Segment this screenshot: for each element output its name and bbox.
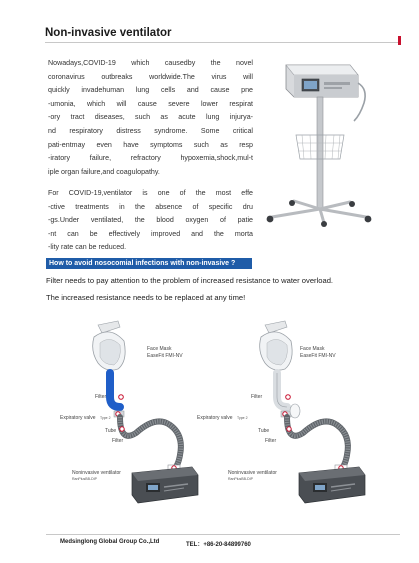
treatment-line: -nt can be effectively improved and the morta [48, 229, 253, 238]
treatment-line: -ctive treatments in the absence of specific dru [48, 202, 253, 211]
tube-label-right: Tube [258, 428, 270, 434]
treatment-line: -lity rate can be reduced. [48, 243, 127, 252]
intro-line: coronavirus outbreaks worldwide.The virus will [48, 72, 253, 81]
intro-line: quickly invadehuman lung cells and cause pne [48, 86, 253, 95]
filter-note: Filter needs to pay attention to the problem of increased resistance to water overload. [46, 276, 334, 285]
valve-type-text: Type 2 [100, 416, 111, 420]
intro-line: nd respiratory distress syndrome. Some critical [48, 126, 253, 135]
mask-model-left: EaseFit FMI-NV [147, 353, 183, 359]
treatment-line: -gs.Under ventilated, the blood oxygen of patie [48, 216, 253, 225]
valve-label-left [60, 406, 111, 424]
treatment-line: For COVID-19,ventilator is one of the most effe [48, 189, 253, 197]
corner-accent [398, 36, 401, 45]
ventilator-trolley-image [254, 55, 386, 227]
filter-label-right-top: Filter [251, 394, 263, 400]
valve-label-text: Expiratory valve [60, 415, 96, 421]
mask-label-left: Face Mask [147, 346, 172, 352]
device-model-right: RanPlusBB-DIP [228, 477, 253, 481]
intro-paragraph [48, 57, 253, 179]
page-title: Non-invasive ventilator [45, 27, 172, 39]
intro-line: -umonia, which will cause severe lower respirat [48, 99, 253, 108]
footer-company: Medsinglong Global Group Co.,Ltd [60, 539, 160, 545]
filter-label-left-top: Filter [95, 394, 107, 400]
treatment-paragraph [48, 187, 253, 255]
mask-model-right: EaseFit FMI-NV [300, 353, 336, 359]
title-divider [45, 42, 398, 43]
intro-line: iple organ failure,and coagulopathy. [48, 167, 160, 176]
filter-label-right-bottom: Filter [265, 438, 277, 444]
footer-phone: TEL：+86-20-84899760 [186, 542, 251, 548]
intro-line: Nowadays,COVID-19 which causedby the novel [48, 59, 253, 67]
device-label-right: Noninvasive ventilator [228, 470, 277, 476]
setup-diagram-white-filter [247, 315, 377, 515]
replace-note: The increased resistance needs to be replaced at any time! [46, 293, 246, 302]
device-label-left: Noninvasive ventilator [72, 470, 121, 476]
valve-type-text: Type 2 [237, 416, 248, 420]
valve-label-right [197, 406, 248, 424]
device-model-left: RanPlusBB-DIP [72, 477, 97, 481]
valve-label-text: Expiratory valve [197, 415, 233, 421]
mask-label-right: Face Mask [300, 346, 325, 352]
filter-label-left-bottom: Filter [112, 438, 124, 444]
section-heading: How to avoid nosocomial infections with non-invasive ? [46, 258, 252, 269]
intro-line: -iratory failure, refractory hypoxemia,shock,mul-t [48, 154, 253, 163]
tube-label-left: Tube [105, 428, 117, 434]
intro-line: pati-entmay even have symptoms such as resp [48, 140, 253, 149]
intro-line: -ory tract diseases, such as acute lung injurya- [48, 113, 253, 122]
footer-divider [46, 534, 400, 535]
